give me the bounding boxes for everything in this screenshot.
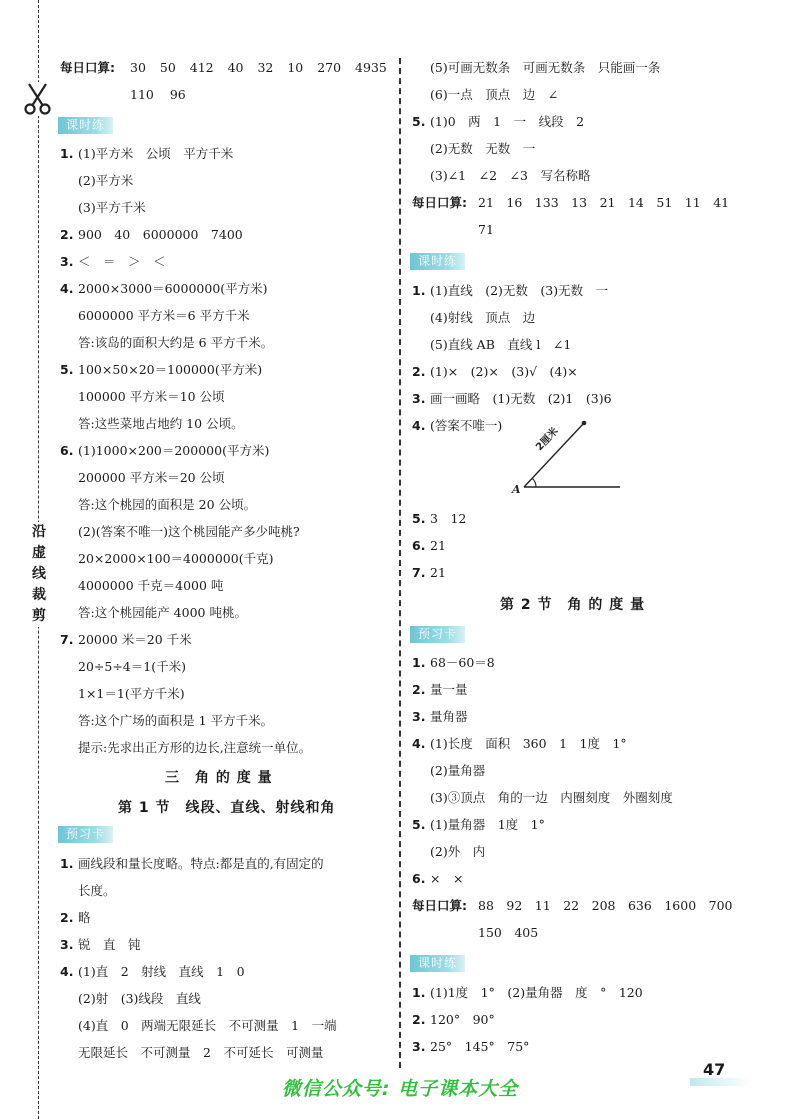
answer-line: (4)射线 顶点 边 xyxy=(430,310,536,325)
daily-calc-values: 88 92 11 22 208 636 1600 700 xyxy=(478,898,733,913)
daily-calc-values-2: 150 405 xyxy=(478,925,539,940)
item-number: 5. xyxy=(412,114,426,129)
answer-line: 3 12 xyxy=(430,511,467,526)
item-number: 4. xyxy=(60,281,74,296)
item-number: 1. xyxy=(412,655,426,670)
answer-line: 答:这个桃园能产 4000 吨桃。 xyxy=(78,605,247,620)
answer-line: (6)一点 顶点 边 ∠ xyxy=(430,87,559,102)
answer-line: (1)1度 1° (2)量角器 度 ° 120 xyxy=(430,985,643,1000)
length-label: 2厘米 xyxy=(534,425,561,454)
answer-line: 900 40 6000000 7400 xyxy=(78,227,243,242)
item-number: 1. xyxy=(412,283,426,298)
item-number: 5. xyxy=(60,362,74,377)
daily-calc-values: 30 50 412 40 32 10 270 4935 xyxy=(130,60,387,75)
section-title: 第 2 节 角 的 度 量 xyxy=(500,597,646,613)
item-number: 7. xyxy=(60,632,74,647)
answer-line: × × xyxy=(430,871,464,886)
answer-line: 21 xyxy=(430,538,446,553)
item-number: 2. xyxy=(60,910,74,925)
answer-line: (2)无数 无数 一 xyxy=(430,141,536,156)
answer-line: 锐 直 钝 xyxy=(78,937,141,952)
cut-along-line-label: 沿 虚 线 裁 剪 xyxy=(30,522,48,627)
section-tag-lesson-practice: 课时练 xyxy=(410,253,465,270)
answer-line: (2)射 (3)线段 直线 xyxy=(78,991,201,1006)
answer-line: 量角器 xyxy=(430,709,468,724)
scissors-icon xyxy=(22,82,54,116)
answer-line: ＜ ＝ ＞ ＜ xyxy=(78,254,166,269)
column-divider xyxy=(399,58,401,1068)
answer-line: (答案不唯一) xyxy=(430,418,503,433)
item-number: 2. xyxy=(412,682,426,697)
answer-line: (2)平方米 xyxy=(78,173,134,188)
chapter-title: 三 角 的 度 量 xyxy=(165,770,273,786)
item-number: 1. xyxy=(60,146,74,161)
answer-line: 4000000 千克＝4000 吨 xyxy=(78,578,224,593)
answer-line: (3)平方千米 xyxy=(78,200,146,215)
section-tag-preview-card: 预习卡 xyxy=(410,626,465,643)
answer-line: 25° 145° 75° xyxy=(430,1039,530,1054)
answer-line: 量一量 xyxy=(430,682,468,697)
section-tag-preview-card: 预习卡 xyxy=(58,826,113,843)
answer-line: 答:这些菜地占地约 10 公顷。 xyxy=(78,416,244,431)
answer-line: 6000000 平方米＝6 平方千米 xyxy=(78,308,250,323)
answer-line: (1)1000×200＝200000(平方米) xyxy=(78,443,270,458)
angle-figure xyxy=(506,417,626,497)
answer-line: 答:这个广场的面积是 1 平方千米。 xyxy=(78,713,274,728)
answer-line: (2)量角器 xyxy=(430,763,486,778)
item-number: 5. xyxy=(412,511,426,526)
answer-line: 21 xyxy=(430,565,446,580)
item-number: 2. xyxy=(412,364,426,379)
answer-line: 200000 平方米＝20 公顷 xyxy=(78,470,225,485)
answer-line: 120° 90° xyxy=(430,1012,495,1027)
answer-line: 20÷5÷4＝1(千米) xyxy=(78,659,186,674)
daily-calc-label: 每日口算: xyxy=(60,60,115,75)
item-number: 7. xyxy=(412,565,426,580)
answer-line: 答:该岛的面积大约是 6 平方千米。 xyxy=(78,335,274,350)
answer-line: 长度。 xyxy=(78,883,116,898)
answer-line: 20000 米＝20 千米 xyxy=(78,632,192,647)
answer-line: 68－60＝8 xyxy=(430,655,495,670)
item-number: 4. xyxy=(60,964,74,979)
item-number: 6. xyxy=(412,538,426,553)
point-label-a: A xyxy=(512,483,521,496)
answer-line: (2)(答案不唯一)这个桃园能产多少吨桃? xyxy=(78,524,300,539)
item-number: 4. xyxy=(412,418,426,433)
item-number: 6. xyxy=(60,443,74,458)
answer-line: 2000×3000＝6000000(平方米) xyxy=(78,281,268,296)
answer-line: (4)直 0 两端无限延长 不可测量 1 一端 xyxy=(78,1018,337,1033)
answer-line: 100000 平方米＝10 公顷 xyxy=(78,389,225,404)
item-number: 3. xyxy=(412,709,426,724)
answer-line: 略 xyxy=(78,910,91,925)
section-tag-lesson-practice: 课时练 xyxy=(58,117,113,134)
answer-line: 1×1＝1(平方千米) xyxy=(78,686,185,701)
answer-line: 无限延长 不可测量 2 不可延长 可测量 xyxy=(78,1045,324,1060)
hint-line: 提示:先求出正方形的边长,注意统一单位。 xyxy=(78,740,312,755)
item-number: 2. xyxy=(412,1012,426,1027)
angle-arc xyxy=(532,478,536,487)
answer-line: 20×2000×100＝4000000(千克) xyxy=(78,551,274,566)
answer-line: 答:这个桃园的面积是 20 公顷。 xyxy=(78,497,257,512)
item-number: 2. xyxy=(60,227,74,242)
item-number: 1. xyxy=(412,985,426,1000)
daily-calc-values: 21 16 133 13 21 14 51 11 41 xyxy=(478,195,730,210)
answer-line: 画线段和量长度略。特点:都是直的,有固定的 xyxy=(78,856,324,871)
answer-line: (1)直 2 射线 直线 1 0 xyxy=(78,964,245,979)
answer-line: (1)0 两 1 一 线段 2 xyxy=(430,114,585,129)
page-number: 47 xyxy=(703,1060,726,1079)
answer-line: (5)可画无数条 可画无数条 只能画一条 xyxy=(430,60,661,75)
daily-calc-label: 每日口算: xyxy=(412,195,467,210)
ray-point xyxy=(582,421,587,426)
answer-line: (1)量角器 1度 1° xyxy=(430,817,545,832)
item-number: 5. xyxy=(412,817,426,832)
answer-line: (1)直线 (2)无数 (3)无数 一 xyxy=(430,283,609,298)
item-number: 1. xyxy=(60,856,74,871)
answer-line: (1)平方米 公顷 平方千米 xyxy=(78,146,234,161)
item-number: 6. xyxy=(412,871,426,886)
daily-calc-values-2: 71 xyxy=(478,222,494,237)
item-number: 3. xyxy=(412,391,426,406)
answer-line: (1)× (2)× (3)√ (4)× xyxy=(430,364,578,379)
section-tag-lesson-practice: 课时练 xyxy=(410,955,465,972)
item-number: 4. xyxy=(412,736,426,751)
item-number: 3. xyxy=(60,254,74,269)
item-number: 3. xyxy=(412,1039,426,1054)
daily-calc-label: 每日口算: xyxy=(412,898,467,913)
watermark-text: 微信公众号: 电子课本大全 xyxy=(281,1078,519,1100)
answer-line: 画一画略 (1)无数 (2)1 (3)6 xyxy=(430,391,612,406)
section-title: 第 1 节 线段、直线、射线和角 xyxy=(118,800,336,816)
item-number: 3. xyxy=(60,937,74,952)
answer-line: (2)外 内 xyxy=(430,844,486,859)
daily-calc-values-2: 110 96 xyxy=(130,87,186,102)
answer-line: (1)长度 面积 360 1 1度 1° xyxy=(430,736,627,751)
answer-line: (3)③顶点 角的一边 内圈刻度 外圈刻度 xyxy=(430,790,673,805)
answer-line: (5)直线 AB 直线 l ∠1 xyxy=(430,337,572,352)
answer-line: (3)∠1 ∠2 ∠3 写名称略 xyxy=(430,168,591,183)
answer-line: 100×50×20＝100000(平方米) xyxy=(78,362,263,377)
